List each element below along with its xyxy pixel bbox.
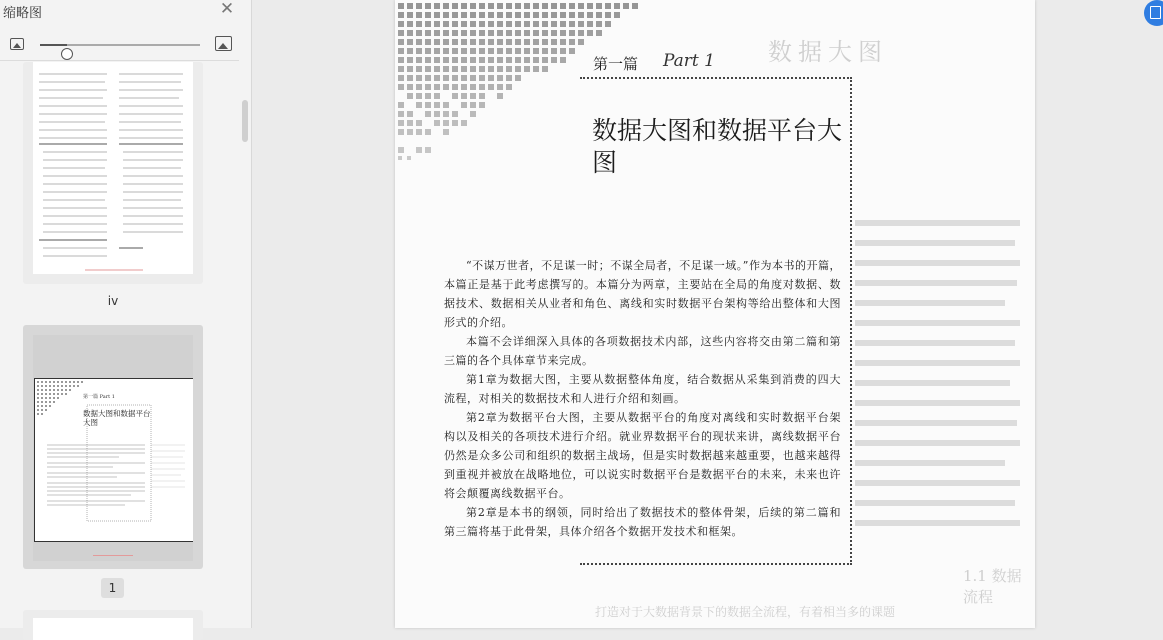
sidebar-title: 缩略图 [3, 6, 43, 21]
pattern-dot [533, 48, 539, 54]
pattern-dot [461, 12, 467, 18]
pattern-dot [425, 111, 431, 117]
pattern-dot [515, 75, 521, 81]
pattern-dot [425, 39, 431, 45]
pattern-dot [479, 3, 485, 9]
pattern-dot [452, 120, 458, 126]
floating-action-button[interactable] [1144, 0, 1163, 26]
pattern-dot [578, 3, 584, 9]
pattern-dot [434, 57, 440, 63]
pattern-dot [452, 111, 458, 117]
paragraph: “不谋万世者，不足谋一时；不谋全局者，不足谋一域。”作为本书的开篇，本篇正是基于此考虑撰写的。本篇分为两章，主要站在全局的角度对数据、数据技术、数据相关从业者和角色、离线和实时数据平台架构等给出整体和大图形式的介绍。 [444, 259, 841, 329]
pattern-dot [434, 84, 440, 90]
pattern-dot [488, 12, 494, 18]
pattern-dot [497, 3, 503, 9]
pattern-dot [542, 12, 548, 18]
pattern-dot [542, 66, 548, 72]
pattern-dot [515, 57, 521, 63]
pattern-dot [578, 30, 584, 36]
pattern-dot [497, 75, 503, 81]
pattern-dot [407, 57, 413, 63]
pattern-dot [542, 39, 548, 45]
pattern-dot [407, 129, 413, 135]
pattern-dot [524, 57, 530, 63]
pattern-dot [461, 102, 467, 108]
pattern-dot [416, 21, 422, 27]
pattern-dot [488, 84, 494, 90]
pattern-dot [470, 75, 476, 81]
body-text [444, 256, 841, 541]
pattern-dot [443, 39, 449, 45]
pattern-dot [425, 147, 431, 153]
pattern-dot [569, 30, 575, 36]
pattern-dot [587, 21, 593, 27]
pattern-dot [434, 12, 440, 18]
pattern-dot [497, 93, 503, 99]
pattern-dot [533, 3, 539, 9]
pattern-dot [461, 66, 467, 72]
pattern-dot [398, 21, 404, 27]
pattern-dot [407, 21, 413, 27]
pattern-dot [587, 30, 593, 36]
pattern-dot [560, 12, 566, 18]
pattern-dot [434, 21, 440, 27]
part-english-label: Part 1 [663, 51, 715, 71]
pattern-dot [452, 84, 458, 90]
pattern-dot [542, 3, 548, 9]
pattern-dot [515, 3, 521, 9]
pattern-dot [461, 21, 467, 27]
pattern-dot [488, 48, 494, 54]
pattern-dot [452, 3, 458, 9]
pattern-dot [452, 12, 458, 18]
pattern-dot [497, 48, 503, 54]
pattern-dot [515, 12, 521, 18]
pattern-dot [560, 21, 566, 27]
pattern-dot [614, 12, 620, 18]
svg-text:第一篇 Part 1: 第一篇 Part 1 [83, 394, 115, 400]
pattern-dot [623, 3, 629, 9]
pattern-dot [443, 48, 449, 54]
pattern-dot [524, 39, 530, 45]
pattern-dot [569, 3, 575, 9]
pattern-dot [515, 66, 521, 72]
pattern-dot [497, 84, 503, 90]
pattern-dot [416, 129, 422, 135]
pattern-dot [479, 93, 485, 99]
pattern-dot [479, 39, 485, 45]
pattern-dot [542, 57, 548, 63]
pattern-dot [443, 75, 449, 81]
pattern-dot [479, 75, 485, 81]
pattern-dot [488, 66, 494, 72]
pattern-dot [461, 84, 467, 90]
pattern-dot [497, 57, 503, 63]
pattern-dot [551, 12, 557, 18]
pattern-dot [416, 30, 422, 36]
pattern-dot [488, 75, 494, 81]
pattern-dot [416, 93, 422, 99]
thumbnail-label: iv [107, 294, 119, 308]
pattern-dot [434, 30, 440, 36]
pattern-dot [443, 120, 449, 126]
pattern-dot [398, 111, 404, 117]
pattern-dot [524, 3, 530, 9]
thumbnail-footer-mark [93, 555, 133, 556]
pattern-dot [416, 120, 422, 126]
pattern-dot [443, 102, 449, 108]
pattern-dot [560, 30, 566, 36]
pattern-dot [416, 48, 422, 54]
pattern-dot [425, 57, 431, 63]
pattern-dot [551, 48, 557, 54]
pattern-dot [551, 39, 557, 45]
pattern-dot [515, 21, 521, 27]
pattern-dot [434, 93, 440, 99]
pattern-dot [479, 12, 485, 18]
page-title: 数据大图和数据平台大图 [592, 116, 843, 177]
pattern-dot [506, 48, 512, 54]
pattern-dot [533, 12, 539, 18]
pattern-dot [461, 93, 467, 99]
pattern-dot [605, 3, 611, 9]
pattern-dot [632, 3, 638, 9]
pattern-dot [407, 39, 413, 45]
pattern-dot [434, 111, 440, 117]
pattern-dot [425, 30, 431, 36]
pattern-dot [533, 66, 539, 72]
pattern-dot [470, 84, 476, 90]
pattern-dot [398, 30, 404, 36]
pattern-dot [452, 57, 458, 63]
pattern-dot [416, 75, 422, 81]
pattern-dot [560, 57, 566, 63]
pattern-dot [542, 48, 548, 54]
pattern-dot [506, 75, 512, 81]
document-icon [1150, 6, 1161, 19]
pattern-dot [434, 39, 440, 45]
sidebar-divider [0, 60, 239, 61]
show-through-text [855, 215, 1025, 555]
pattern-dot [533, 30, 539, 36]
thumbnail-page-2[interactable] [23, 610, 203, 640]
pattern-dot [434, 102, 440, 108]
pattern-dot [569, 21, 575, 27]
pattern-dot [398, 12, 404, 18]
pattern-dot [515, 30, 521, 36]
pattern-dot [461, 75, 467, 81]
pattern-dot [452, 93, 458, 99]
pattern-dot [461, 120, 467, 126]
slider-knob[interactable] [61, 48, 73, 60]
pattern-dot [605, 21, 611, 27]
pattern-dot [398, 156, 402, 160]
pattern-dot [479, 66, 485, 72]
pattern-dot [470, 48, 476, 54]
pattern-dot [479, 21, 485, 27]
document-page [395, 0, 1035, 628]
pattern-dot [497, 39, 503, 45]
pattern-dot [470, 30, 476, 36]
pattern-dot [470, 93, 476, 99]
show-through-section: 1.1 数据流程 [963, 567, 1022, 606]
pattern-dot [578, 21, 584, 27]
pattern-dot [596, 3, 602, 9]
pattern-dot [407, 30, 413, 36]
pattern-dot [398, 3, 404, 9]
pattern-dot [407, 12, 413, 18]
pattern-dot [461, 3, 467, 9]
pattern-dot [569, 48, 575, 54]
show-through-footer: 打造对于大数据背景下的数据全流程，有着相当多的课题 [595, 605, 896, 619]
thumbnail-page-iv[interactable] [23, 62, 203, 284]
thumbnail-page-1[interactable] [23, 325, 203, 569]
pattern-dot [416, 57, 422, 63]
pattern-dot [398, 120, 404, 126]
pattern-dot [533, 39, 539, 45]
thumbnail-sidebar [0, 0, 252, 628]
pattern-dot [551, 21, 557, 27]
pattern-dot [488, 21, 494, 27]
pattern-dot [407, 111, 413, 117]
pattern-dot [524, 66, 530, 72]
pattern-dot [425, 66, 431, 72]
pattern-dot [479, 84, 485, 90]
pattern-dot [587, 3, 593, 9]
pattern-dot [416, 66, 422, 72]
pattern-dot [416, 12, 422, 18]
paragraph: 第2章为数据平台大图，主要从数据平台的角度对离线和实时数据平台架构以及相关的各项技术进行介绍。就业界数据平台的现状来讲，离线数据平台仍然是众多公司和组织的数据主战场，但是实时数据越来越重要，也越来越得到重视并被放在战略地位，可以说实时数据平台是数据平台的未来，未来也许将会颠覆离线数据平台。 [444, 411, 841, 500]
pattern-dot [596, 12, 602, 18]
thumbnail-image [33, 62, 193, 274]
pattern-dot [434, 75, 440, 81]
pattern-dot [407, 156, 411, 160]
pattern-dot [461, 48, 467, 54]
pattern-dot [506, 3, 512, 9]
pattern-dot [551, 3, 557, 9]
pattern-dot [470, 21, 476, 27]
svg-text:大图: 大图 [83, 418, 98, 427]
pattern-dot [542, 30, 548, 36]
pattern-dot [434, 120, 440, 126]
pattern-dot [443, 66, 449, 72]
pattern-dot [443, 84, 449, 90]
pattern-dot [506, 30, 512, 36]
thumbnail-image [33, 335, 193, 561]
pattern-dot [434, 3, 440, 9]
pattern-dot [416, 3, 422, 9]
pattern-dot [533, 57, 539, 63]
pattern-dot [407, 66, 413, 72]
pattern-dot [497, 30, 503, 36]
pattern-dot [479, 102, 485, 108]
pattern-dot [560, 39, 566, 45]
pattern-dot [578, 12, 584, 18]
pattern-dot [479, 57, 485, 63]
pattern-dot [416, 102, 422, 108]
pattern-dot [407, 3, 413, 9]
pattern-dot [443, 57, 449, 63]
thumbnail-page-frame [34, 378, 193, 542]
pattern-dot [425, 21, 431, 27]
pattern-dot [398, 75, 404, 81]
pattern-dot [524, 30, 530, 36]
pattern-dot [398, 147, 404, 153]
pattern-dot [452, 75, 458, 81]
pattern-dot [497, 12, 503, 18]
pattern-dot [569, 39, 575, 45]
pattern-dot [614, 3, 620, 9]
pattern-dot [506, 12, 512, 18]
pattern-dot [560, 3, 566, 9]
pattern-dot [533, 21, 539, 27]
pattern-dot [398, 66, 404, 72]
pattern-dot [416, 39, 422, 45]
paragraph: 第1章为数据大图，主要从数据整体角度，结合数据从采集到消费的四大流程，对相关的数据技术和人进行介绍和刻画。 [444, 373, 841, 405]
pattern-dot [524, 21, 530, 27]
pattern-dot [578, 39, 584, 45]
pattern-dot [398, 84, 404, 90]
sidebar-scrollbar[interactable] [242, 100, 248, 142]
pattern-dot [470, 66, 476, 72]
pattern-dot [569, 12, 575, 18]
pattern-dot [470, 102, 476, 108]
pattern-dot [425, 84, 431, 90]
pattern-dot [497, 21, 503, 27]
pattern-dot [470, 57, 476, 63]
image-small-icon[interactable] [10, 38, 24, 50]
pattern-dot [452, 66, 458, 72]
pattern-dot [407, 84, 413, 90]
pattern-dot [479, 48, 485, 54]
pattern-dot [398, 129, 404, 135]
pattern-dot [443, 30, 449, 36]
pattern-dot [425, 75, 431, 81]
pattern-dot [434, 66, 440, 72]
pattern-dot [506, 21, 512, 27]
pattern-dot [596, 21, 602, 27]
show-through-heading: 数据大图 [768, 38, 888, 66]
pattern-dot [488, 57, 494, 63]
pattern-dot [587, 12, 593, 18]
pattern-dot [425, 12, 431, 18]
pattern-dot [425, 93, 431, 99]
pattern-dot [443, 12, 449, 18]
pattern-dot [461, 30, 467, 36]
pattern-dot [452, 39, 458, 45]
pattern-dot [461, 57, 467, 63]
thumbnail-image [33, 618, 193, 640]
pattern-dot [497, 66, 503, 72]
thumbnail-zoom-row [0, 34, 251, 56]
pattern-dot [443, 21, 449, 27]
pattern-dot [434, 48, 440, 54]
pattern-dot [416, 147, 422, 153]
pattern-dot [425, 129, 431, 135]
pattern-dot [506, 66, 512, 72]
pattern-dot [470, 111, 476, 117]
close-icon[interactable]: ✕ [219, 0, 235, 19]
pattern-dot [551, 30, 557, 36]
pattern-dot [524, 48, 530, 54]
image-large-icon[interactable] [215, 36, 232, 51]
pattern-dot [524, 12, 530, 18]
pattern-dot [452, 21, 458, 27]
pattern-dot [407, 93, 413, 99]
paragraph: 本篇不会详细深入具体的各项数据技术内部，这些内容将交由第二篇和第三篇的各个具体章节来完成。 [444, 335, 841, 367]
svg-text:数据大图和数据平台: 数据大图和数据平台 [83, 409, 151, 418]
pattern-dot [542, 21, 548, 27]
pattern-dot [506, 57, 512, 63]
slider-fill [40, 44, 67, 46]
pattern-dot [515, 39, 521, 45]
pattern-dot [488, 39, 494, 45]
pattern-dot [488, 30, 494, 36]
pattern-dot [443, 129, 449, 135]
pattern-dot [506, 84, 512, 90]
pattern-dot [398, 39, 404, 45]
current-page-badge: 1 [101, 578, 124, 598]
pattern-dot [443, 111, 449, 117]
pattern-dot [488, 3, 494, 9]
pattern-dot [461, 39, 467, 45]
paragraph: 第2章是本书的纲领，同时给出了数据技术的整体骨架，后续的第二篇和第三篇将基于此骨架，具体介绍各个数据开发技术和框架。 [444, 506, 841, 538]
pattern-dot [398, 48, 404, 54]
pattern-dot [470, 3, 476, 9]
pattern-dot [560, 48, 566, 54]
pattern-dot [452, 48, 458, 54]
pattern-dot [443, 3, 449, 9]
pattern-dot [470, 12, 476, 18]
pattern-dot [479, 30, 485, 36]
pattern-dot [605, 12, 611, 18]
pattern-dot [425, 3, 431, 9]
pattern-dot [416, 84, 422, 90]
pattern-dot [398, 57, 404, 63]
pattern-dot [452, 30, 458, 36]
pattern-dot [398, 102, 404, 108]
pattern-dot [515, 48, 521, 54]
pattern-dot [506, 39, 512, 45]
pattern-dot [425, 48, 431, 54]
toc-page-preview [33, 62, 193, 274]
thumbnail-size-slider[interactable] [40, 44, 200, 46]
pattern-dot [407, 48, 413, 54]
pattern-dot [551, 57, 557, 63]
pattern-dot [596, 30, 602, 36]
pattern-dot [407, 75, 413, 81]
pattern-dot [425, 102, 431, 108]
part-label: 第一篇 [593, 55, 639, 73]
pattern-dot [407, 120, 413, 126]
page-preview [35, 379, 193, 541]
pattern-dot [470, 39, 476, 45]
